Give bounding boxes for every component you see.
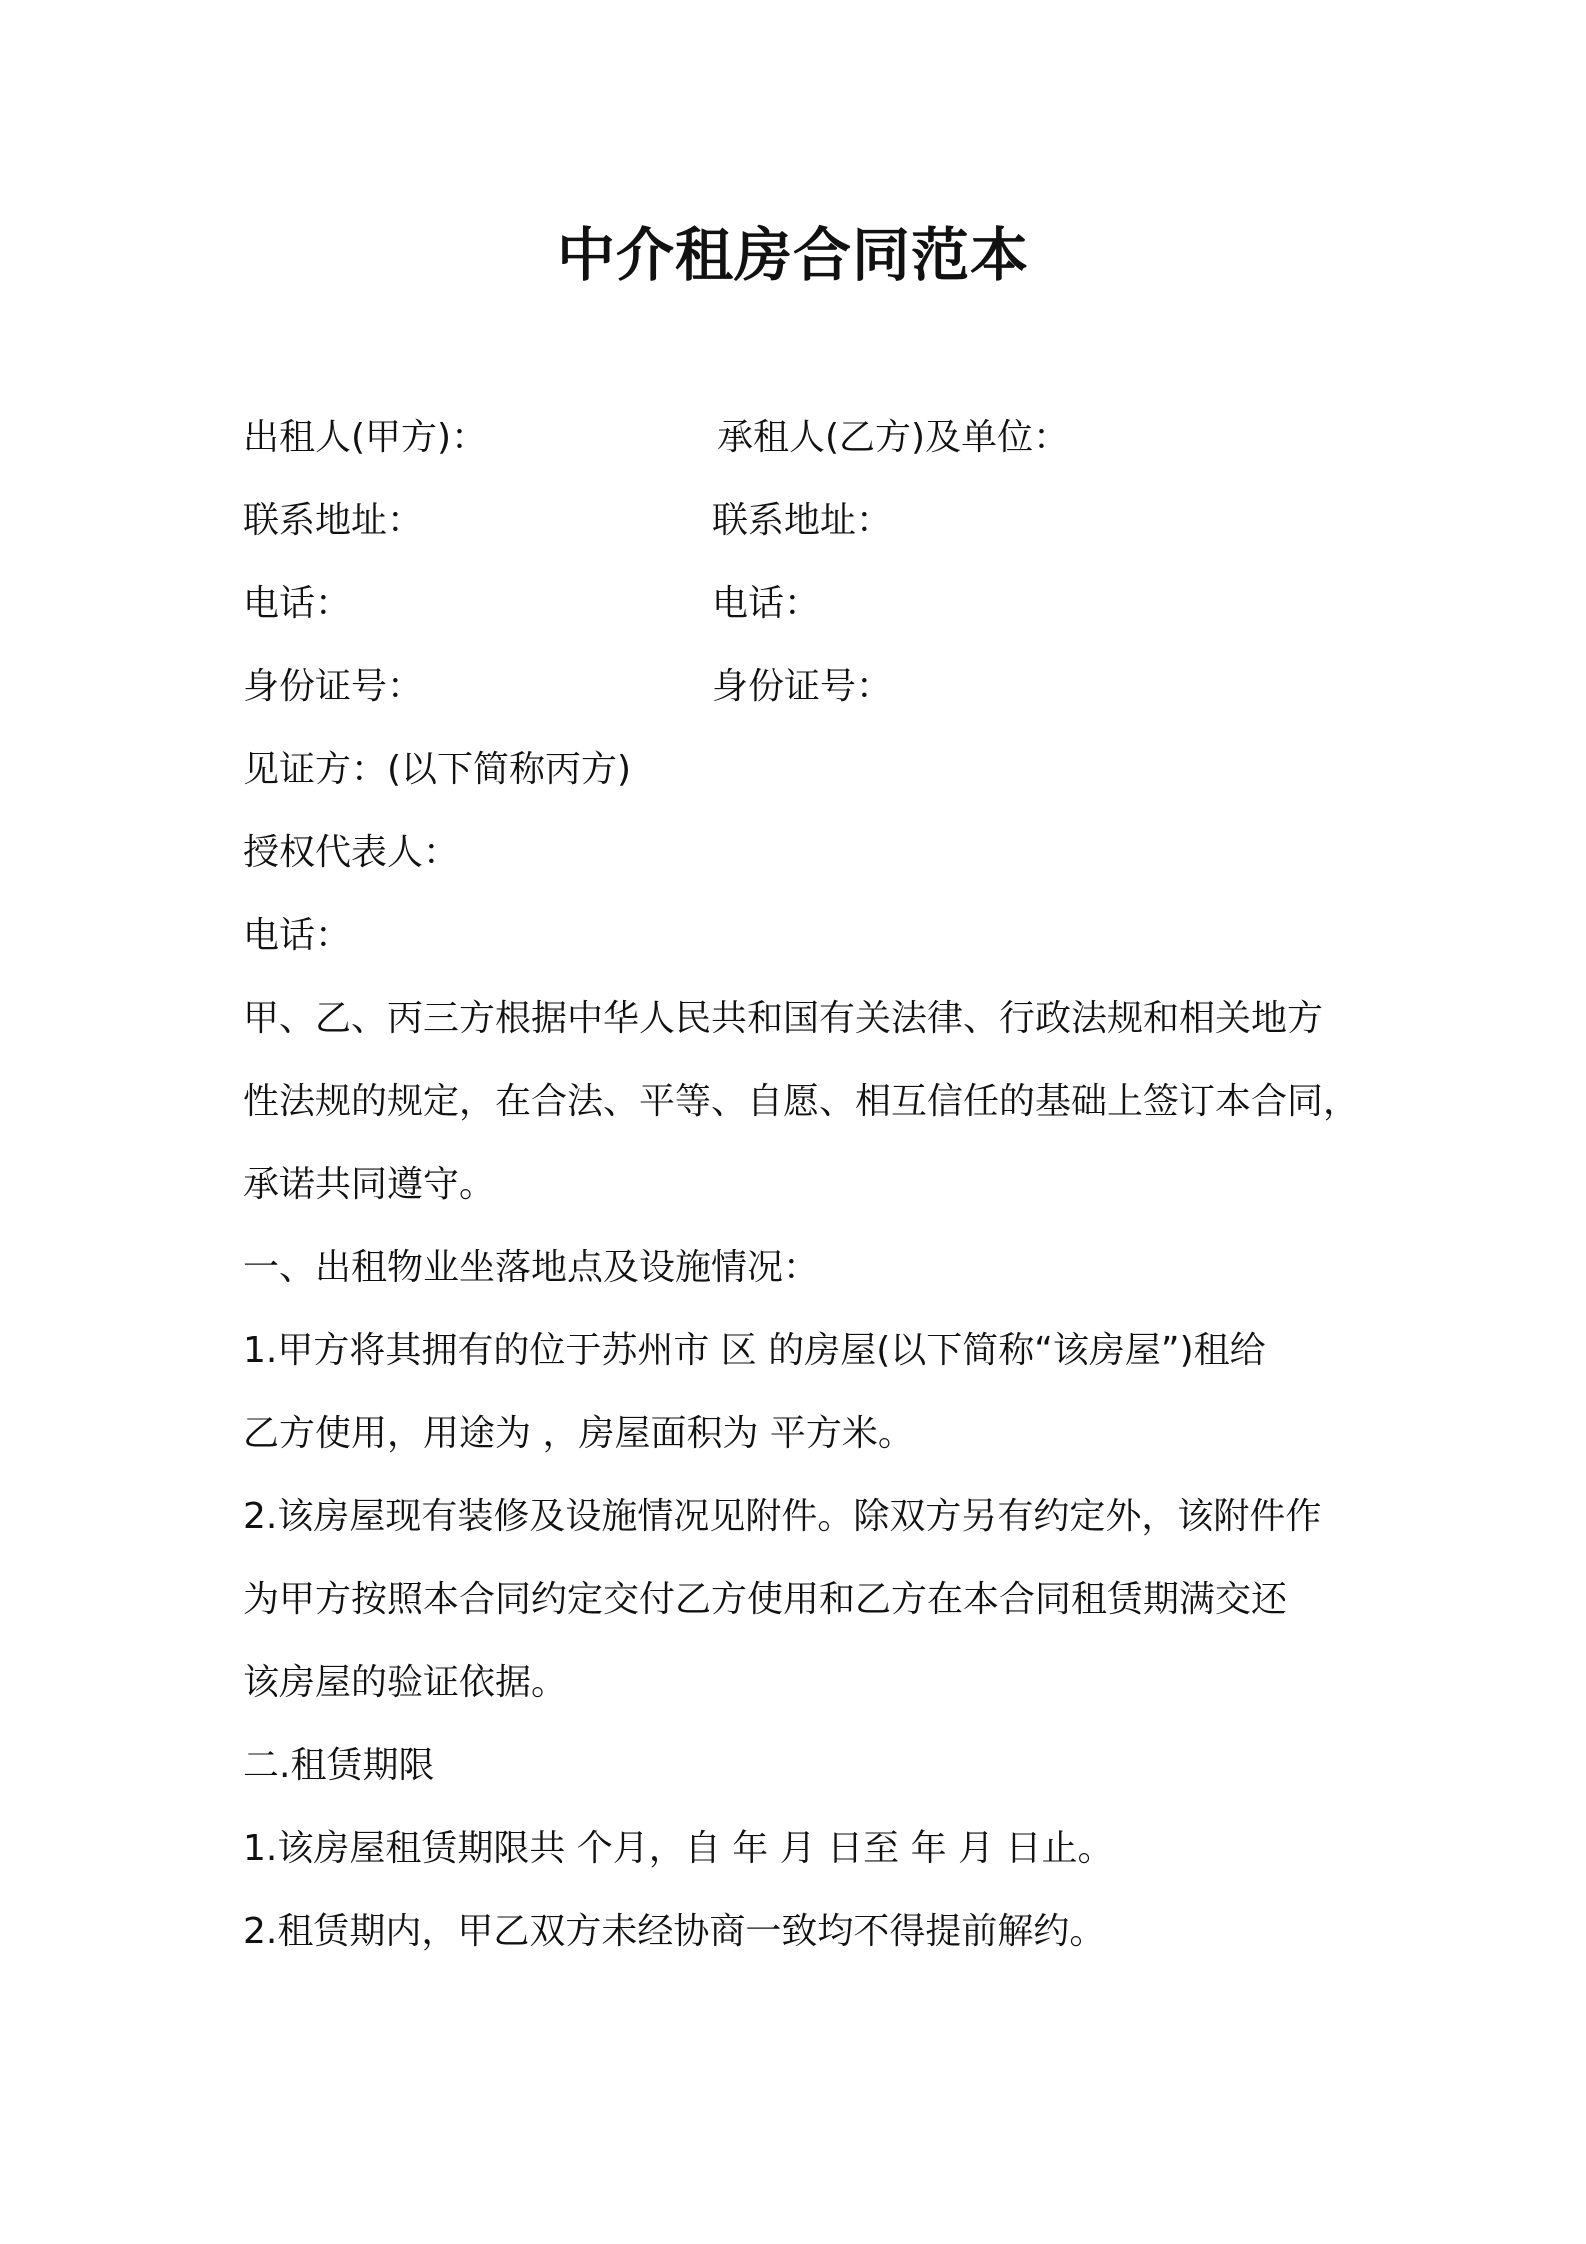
section-heading: 二.租赁期限 [243,1745,435,1786]
clause-line: 2.租赁期内，甲乙双方未经协商一致均不得提前解约。 [243,1911,1106,1952]
clause-line: 乙方使用，用途为 ，房屋面积为 平方米。 [243,1413,914,1454]
preamble-line: 性法规的规定，在合法、平等、自愿、相互信任的基础上签订本合同， [243,1081,1360,1122]
section-heading: 一、出租物业坐落地点及设施情况： [243,1247,820,1288]
clause-line: 2.该房屋现有装修及设施情况见附件。除双方另有约定外，该附件作 [243,1496,1322,1537]
authorized-rep-label: 授权代表人： [243,832,460,873]
lessor-phone-label: 电话： [243,583,352,624]
clause-line: 1.甲方将其拥有的位于苏州市 区 的房屋(以下简称“该房屋”)租给 [243,1330,1266,1371]
lessor-id-label: 身份证号： [243,666,424,707]
lessee-label: 承租人(乙方)及单位： [717,417,1070,458]
preamble-line: 承诺共同遵守。 [243,1164,496,1205]
clause-line: 1.该房屋租赁期限共 个月，自 年 月 日至 年 月 日止。 [243,1828,1114,1869]
lessee-id-label: 身份证号： [712,666,893,707]
document-title: 中介租房合同范本 [556,221,1029,289]
clause-line: 该房屋的验证依据。 [243,1662,568,1703]
witness-label: 见证方：(以下简称丙方) [243,749,632,790]
lessor-address-label: 联系地址： [243,500,424,541]
witness-phone-label: 电话： [243,915,352,956]
lessor-label: 出租人(甲方)： [243,417,488,458]
lessee-address-label: 联系地址： [712,500,893,541]
clause-line: 为甲方按照本合同约定交付乙方使用和乙方在本合同租赁期满交还 [243,1579,1288,1620]
preamble-line: 甲、乙、丙三方根据中华人民共和国有关法律、行政法规和相关地方 [243,998,1324,1039]
lessee-phone-label: 电话： [712,583,821,624]
